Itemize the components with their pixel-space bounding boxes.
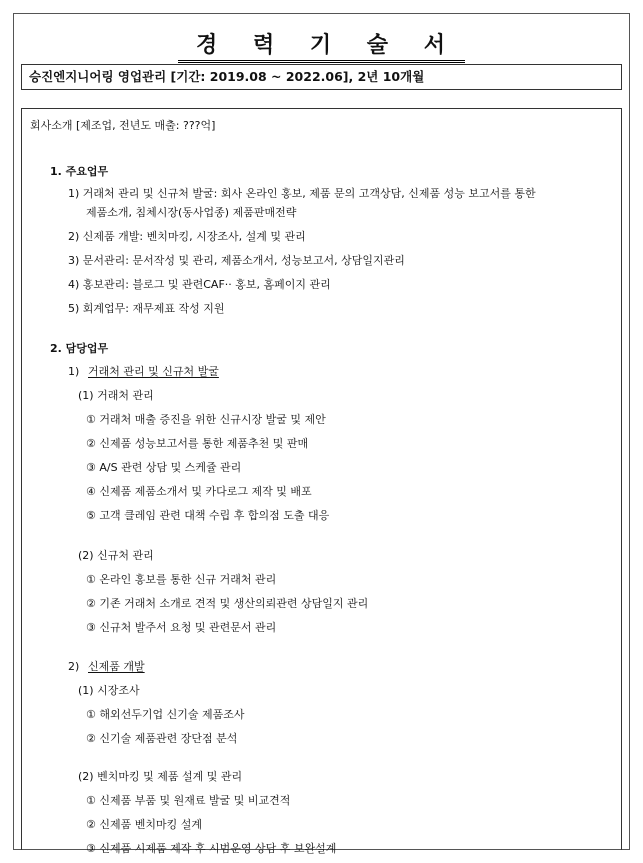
sub1-group1-title: (1) 거래처 관리: [78, 389, 154, 402]
career-headline: 승진엔지니어링 영업관리 [기간: 2019.08 ~ 2022.06], 2년 10개월: [21, 64, 622, 90]
section1-item: 4) 홍보관리: 블로그 및 관련CAF·· 홍보, 홈페이지 관리: [68, 278, 331, 291]
section1-item: 3) 문서관리: 문서작성 및 관리, 제품소개서, 성능보고서, 상담일지관리: [68, 254, 405, 267]
career-detail-box: [21, 108, 622, 855]
section1-heading: 1. 주요업무: [50, 165, 109, 178]
sub2-group2-item: ③ 신제품 시제품 제작 후 시범운영 상담 후 보완설계: [86, 842, 337, 855]
sub1-group1-item: ④ 신제품 제품소개서 및 카다로그 제작 및 배포: [86, 485, 312, 498]
sub1-group1-item: ② 신제품 성능보고서를 통한 제품추천 및 판매: [86, 437, 309, 450]
sub1-group1-item: ⑤ 고객 클레임 관련 대책 수립 후 합의점 도출 대응: [86, 509, 330, 522]
sub1-group1-item: ③ A/S 관련 상담 및 스케쥴 관리: [86, 461, 242, 474]
sub1-group1-item: ① 거래처 매출 증진을 위한 신규시장 발굴 및 제안: [86, 413, 326, 426]
section1-item-cont: 제품소개, 침체시장(동사업종) 제품판매전략: [86, 206, 297, 219]
sub2-title: 신제품 개발: [88, 660, 145, 673]
sub2-group1-title: (1) 시장조사: [78, 684, 140, 697]
section1-item: 1) 거래처 관리 및 신규처 발굴: 회사 온라인 홍보, 제품 문의 고객상담, 신제품 성능 보고서를 통한: [68, 187, 536, 200]
company-intro: 회사소개 [제조업, 전년도 매출: ???억]: [30, 119, 216, 132]
sub1-num: 1): [68, 365, 80, 378]
sub1-group2-item: ① 온라인 홍보를 통한 신규 거래처 관리: [86, 573, 277, 586]
document-title: 경 력 기 술 서: [178, 33, 465, 63]
sub2-num: 2): [68, 660, 80, 673]
sub2-group2-item: ② 신제품 벤치마킹 설계: [86, 818, 202, 831]
section1-item: 5) 회계업무: 재무제표 작성 지원: [68, 302, 225, 315]
section1-item: 2) 신제품 개발: 벤치마킹, 시장조사, 설계 및 관리: [68, 230, 306, 243]
sub2-group2-title: (2) 벤치마킹 및 제품 설계 및 관리: [78, 770, 243, 783]
sub2-group2-item: ① 신제품 부품 및 원재료 발굴 및 비교견적: [86, 794, 291, 807]
document-title-wrap: [14, 28, 629, 59]
sub2-group1-item: ① 해외선두기업 신기술 제품조사: [86, 708, 245, 721]
sub1-group2-item: ② 기존 거래처 소개로 견적 및 생산의뢰관련 상담일지 관리: [86, 597, 369, 610]
sub1-group2-title: (2) 신규처 관리: [78, 549, 154, 562]
sub1-title: 거래처 관리 및 신규처 발굴: [88, 365, 219, 378]
document-page: [13, 13, 630, 855]
sub1-group2-item: ③ 신규처 발주서 요청 및 관련문서 관리: [86, 621, 277, 634]
section2-heading: 2. 담당업무: [50, 342, 109, 355]
sub2-group1-item: ② 신기술 제품관련 장단점 분석: [86, 732, 238, 745]
